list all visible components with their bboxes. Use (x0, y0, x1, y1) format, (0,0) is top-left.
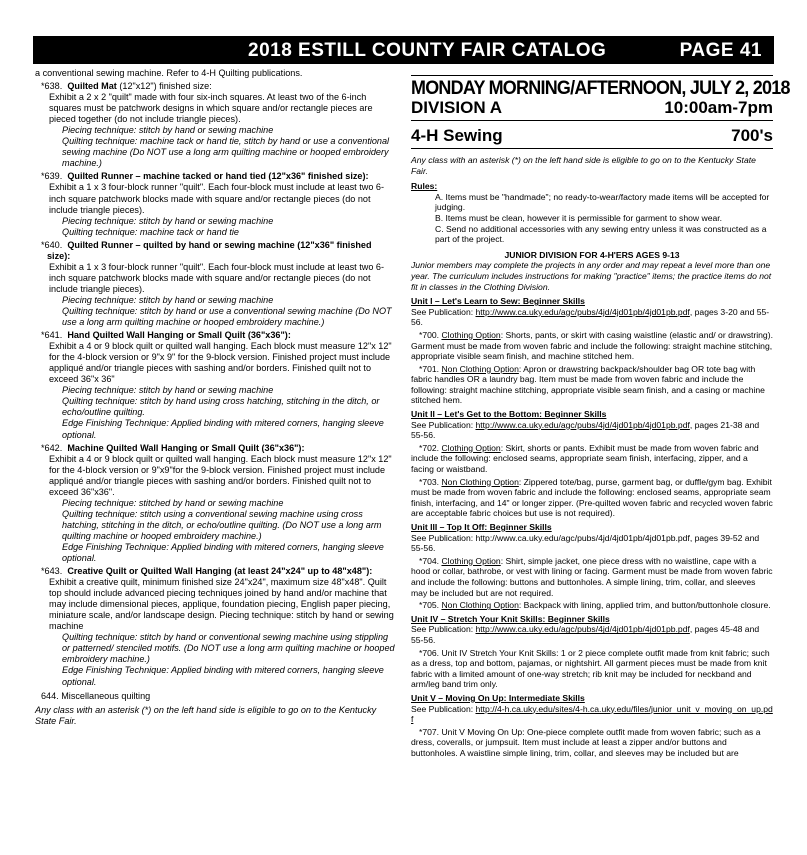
class-name: Quilted Runner – quilted by hand or sewing machine (67, 239, 295, 250)
class-body: Exhibit a creative quilt, minimum finished size 24"x24", maximum size 48"x48". Quilt top should include advanced piecing techniques joined by hand and/or machine that may include dimensional pieces, applique, foundation piecing, English paper piecing, miniature scale, and/or landscape design. Piecing technique: stitch by hand or sewing machine (49, 577, 394, 632)
page-header (33, 36, 774, 64)
quilting-technique: Quilting technique: stitch by hand using cross hatching, stitching in the ditch, or echo/outline quilting. (62, 396, 380, 418)
class-name: Machine Quilted Wall Hanging or Small Quilt (36"x36"): (67, 442, 305, 453)
rule-item: B. Items must be clean, however it is permissible for garment to show wear. (435, 212, 723, 223)
divider (411, 75, 773, 76)
class-644: 644. Miscellaneous quilting (41, 690, 151, 701)
class-body: Exhibit a 2 x 2 "quilt" made with four six-inch squares. At least two of the 6-inch squares must be patchwork designs in which square and/or rectangle pieces are pieced together (do not include triangle pieces). (49, 92, 373, 125)
section-row (411, 125, 773, 149)
section-label: 4-H Sewing (411, 126, 503, 145)
piecing-technique: Piecing technique: stitched by hand or sewing machine (62, 497, 284, 508)
class-643: *643. Creative Quilt or Quilted Wall Hanging (at least 24"x24" up to 48"x48"): Exhibit a creative quilt, minimum finished size 24"x24", maximum size 48"x48". Quilt top should include advanced piecing techniques joined by hand and/or machine that may include dimensional pieces, applique, foundation piecing, English paper piecing, miniature scale, and/or landscape design. Piecing technique: stitch by hand or sewing machine Quilting technique: stitch by hand or conventional sewing machine using stippling or patterned/ stenciled motifs. (Do NOT use a long arm quilting machine or hooped embroidery machine.) Edge Finishing Technique: Applied binding with mitered corners, hanging sleeve optional. (35, 566, 397, 688)
catalog-title: 2018 ESTILL COUNTY FAIR CATALOG (248, 40, 607, 61)
class-name: Quilted Mat (67, 81, 117, 92)
unit-title: Unit IV – Stretch Your Knit Skills: Beginner Skills (411, 613, 610, 624)
unit-3 (411, 522, 773, 611)
rule-item: C. Send no additional accessories with any sewing entry unless it was constructed as a part of the project. (435, 223, 767, 245)
unit-1: Unit I – Let's Learn to Sew: Beginner Skills See Publication: http://www.ca.uky.edu/agc/pubs/4jd/4jd01pb/4jd01pb.pdf, pages 3-20 and 55-56. *700. Clothing Option: Shorts, pants, or skirt with casing waistline (elastic and/ or drawstring). Garment must be made from woven fabric and include the following: straight machine stitching, appropriate visible seam finish, and machine stitched hem. *701. Non Clothing Option: Apron or drawstring backpack/shoulder bag OR tote bag with fabric handles OR a laundry bag. Item must be made from woven fabric and include the following: straight machine stitching, appropriate visible seam finish, and a casing or machine stitched hem. (411, 296, 773, 406)
unit-2: Unit II – Let's Get to the Bottom: Beginner Skills See Publication: http://www.ca.uky.edu/agc/pubs/4jd/4jd01pb/4jd01pb.pdf, pages 21-38 and 55-56. *702. Clothing Option: Skirt, shorts or pants. Exhibit must be made from woven fabric and include the following: enclosed seams, appropriate seam finish, interfacing, zipper, and a facing or waistband. *703. Non Clothing Option: Zippered tote/bag, purse, garment bag, or duffle/gym bag. Exhibit must be made from woven fabric and include the following: enclosed seams, appropriate seam finish, interfacing, and 14" or longer zipper. (Pre-quilted woven fabric and recycled woven fabric are acceptable fabric choices but use is not required). (411, 409, 773, 519)
publication-link[interactable]: http://4-h.ca.uky.edu/sites/4-h.ca.uky.edu/files/junior_unit_v_moving_on_up.pdf (411, 703, 773, 725)
class-707: *707. Unit V Moving On Up: One-piece complete outfit made from woven fabric; such as a dress, coveralls, or jumpsuit. Item must include at least a zipper and/or buttons and buttonholes. A waistline simple lining, trim, collar, and sleeves may be included but are (411, 726, 761, 758)
class-body: Exhibit a 1 x 3 four-block runner "quilt". Each four-block must include at least two 6-inch square patchwork blocks made with square and/or rectangle pieces (do not include triangle pieces). (49, 261, 384, 294)
class-name: Hand Quilted Wall Hanging or Small Quilt (36"x36"): (67, 330, 291, 341)
class-705: *705. Non Clothing Option: Backpack with lining, applied trim, and button/buttonhole closure. (419, 600, 771, 611)
edge-technique: Edge Finishing Technique: Applied binding with mitered corners, hanging sleeve optional. (62, 418, 384, 440)
unit-title: Unit III – Top It Off: Beginner Skills (411, 522, 552, 532)
piecing-technique: Piecing technique: stitch by hand or sewing machine (62, 125, 274, 136)
class-body: Exhibit a 4 or 9 block quilt or quilted wall hanging. Each block must measure 12"x 12" for the 4-block version or 9"x9"for the 9-block version. Finished project must include appliqué and/or triangle pieces with sashing and/or borders. Finished quilt not to exceed 36"x36". (49, 453, 392, 497)
class-706: *706. Unit IV Stretch Your Knit Skills: 1 or 2 piece complete outfit made from knit fabric; such as a dress, top and bottom, pajamas, or nightshirt. All garment pieces must be made from knit fabric with a limited amount of one-way stretch; rib knit may be included for neckband and arm/leg band trim only. (411, 647, 770, 690)
asterisk-footnote: Any class with an asterisk (*) on the left hand side is eligible to go on to the Kentucky State Fair. (35, 704, 377, 726)
class-703: *703. Non Clothing Option: Zippered tote/bag, purse, garment bag, or duffle/gym bag. Exhibit must be made from woven fabric and include the following: enclosed seams, appropriate seam finish, interfacing, and 14" or longer zipper. (Pre-quilted woven fabric and recycled woven fabric are acceptable fabric choices but use is not required). (411, 476, 773, 519)
rules-list (411, 192, 773, 245)
class-body: Exhibit a 1 x 3 four-block runner "quilt". Each four-block must include at least two 6-inch square patchwork blocks made with square and/or rectangle pieces (do not include triangle pieces). (49, 182, 384, 215)
class-701: *701. Non Clothing Option: Apron or drawstring backpack/shoulder bag OR tote bag with fabric handles OR a laundry bag. Item must be made from woven fabric and include the following: straight machine stitching, appropriate visible seam finish, and a casing or machine stitched hem. (411, 363, 765, 406)
schedule-day: MONDAY MORNING/AFTERNOON, JULY 2, 2018 (411, 77, 790, 99)
intro-text: a conventional sewing machine. Refer to 4-H Quilting publications. (35, 68, 303, 78)
asterisk-note: Any class with an asterisk (*) on the left hand side is eligible to go on to the Kentucky State Fair. (411, 155, 756, 176)
class-641: *641. Hand Quilted Wall Hanging or Small Quilt (36"x36"): Exhibit a 4 or 9 block quilt or quilted wall hanging. Each block must measure 12"x 12" for the 4-block version or 9"x 9" for the 9-block version. Finished project must include appliqué and/or triangle pieces with sashing and/or borders. Finished quilt not to exceed 36"x 36" Piecing technique: stitch by hand or sewing machine Quilting technique: stitch by hand using cross hatching, stitching in the ditch, or echo/outline quilting. Edge Finishing Technique: Applied binding with mitered corners, hanging sleeve optional. (35, 330, 397, 440)
page-number: PAGE 41 (679, 40, 762, 61)
piecing-technique: Piecing technique: stitch by hand or sewing machine (62, 294, 274, 305)
piecing-technique: Piecing technique: stitch by hand or sewing machine (62, 215, 274, 226)
publication-link[interactable]: http://www.ca.uky.edu/agc/pubs/4jd/4jd01pb/4jd01pb.pdf (475, 624, 690, 635)
rule-item: A. Items must be "handmade"; no ready-to-wear/factory made items will be accepted for judging. (435, 191, 770, 213)
class-name: Creative Quilt or Quilted Wall Hanging (67, 566, 232, 577)
quilting-technique: Quilting technique: machine tack or hand tie (62, 226, 239, 237)
division-row (411, 98, 773, 121)
unit-5: Unit V – Moving On Up: Intermediate Skills See Publication: http://4-h.ca.uky.edu/sites/4-h.ca.uky.edu/files/junior_unit_v_moving_on_up.pdf *707. Unit V Moving On Up: One-piece complete outfit made from woven fabric; such as a dress, coveralls, or jumpsuit. Item must include at least a zipper and/or buttons and buttonholes. A waistline simple lining, trim, collar, and sleeves may be included but are (411, 692, 773, 758)
publication-link[interactable]: http://www.ca.uky.edu/agc/pubs/4jd/4jd01pb/4jd01pb.pdf (475, 419, 690, 430)
junior-division-title: JUNIOR DIVISION FOR 4-H'ERS AGES 9-13 (504, 249, 680, 260)
unit-title: Unit II – Let's Get to the Bottom: Beginner Skills (411, 409, 607, 420)
quilting-technique: Quilting technique: stitch using a conventional sewing machine using cross hatching, stitching in the ditch, or echo/outline quilting. (Do NOT use a long arm quilting machine or hooped embroidery machine.) (62, 508, 382, 541)
class-642: *642. Machine Quilted Wall Hanging or Small Quilt (36"x36"): Exhibit a 4 or 9 block quilt or quilted wall hanging. Each block must measure 12"x 12" for the 4-block version or 9"x9"for the 9-block version. Finished project must include appliqué and/or triangle pieces with sashing and/or borders. Finished quilt not to exceed 36"x36". Piecing technique: stitched by hand or sewing machine Quilting technique: stitch using a conventional sewing machine using cross hatching, stitching in the ditch, or echo/outline quilting. (Do NOT use a long arm quilting machine or hooped embroidery machine.) Edge Finishing Technique: Applied binding with mitered corners, hanging sleeve optional. (35, 443, 397, 565)
class-638: *638. Quilted Mat (12"x12") finished size: Exhibit a 2 x 2 "quilt" made with four six-inch squares. At least two of the 6-inch squares must be patchwork designs in which square and/or rectangle pieces are pieced together (do not include triangle pieces). Piecing technique: stitch by hand or sewing machine Quilting technique: machine tack or hand tie, stitch by hand or use a conventional sewing machine (Do NOT use a long arm quilting machine or hooped embroidery machine.) (35, 81, 397, 169)
junior-note: Junior members may complete the projects in any order and may repeat a level more than one year. The curriculum includes instructions for making "practice" items; the practice items do not fit in classes in the Clothing Division. (411, 260, 772, 292)
right-column (411, 68, 790, 758)
publication-ref: See Publication: http://www.ca.uky.edu/agc/pubs/4jd/4jd01pb/4jd01pb.pdf, pages 39-52 and 55-56. (411, 532, 760, 554)
quilting-technique: Quilting technique: stitch by hand or conventional sewing machine using stippling or patterned/ stenciled motifs. (Do NOT use a long arm quilting machine or hooped embroidery machine.) (62, 632, 395, 665)
rules-title: Rules: (411, 181, 438, 192)
class-702: *702. Clothing Option: Skirt, shorts or pants. Exhibit must be made from woven fabric and include the following: enclosed seams, appropriate seam finish, interfacing, zipper, and a facing or waistband. (411, 442, 759, 475)
class-704: *704. Clothing Option: Shirt, simple jacket, one piece dress with no waistline, cape with a hood or collar, bathrobe, or vest with lining or facing. Garment must be made from woven fabric and include the following: buttons and buttonholes. A simple lining, trim, collar, and sleeves may be included but are not required. (411, 555, 773, 598)
class-body: Exhibit a 4 or 9 block quilt or quilted wall hanging. Each block must measure 12"x 12" for the 4-block version or 9"x 9" for the 9-block version. Finished project must include appliqué and/or triangle pieces with sashing and/or borders. Finished quilt not to exceed 36"x 36" (49, 341, 392, 385)
division-label: DIVISION A (411, 98, 502, 117)
class-700: *700. Clothing Option: Shorts, pants, or skirt with casing waistline (elastic and/ or drawstring). Garment must be made from woven fabric and include the following: straight machine stitching, appropriate visible seam finish, and machine stitched hem. (411, 329, 773, 362)
section-number: 700's (731, 126, 773, 145)
class-640: *640. Quilted Runner – quilted by hand or sewing machine (12"x36" finished size): Exhibit a 1 x 3 four-block runner "quilt". Each four-block must include at least two 6-inch square patchwork blocks made with square and/or rectangle pieces (do not include triangle pieces). Piecing technique: stitch by hand or sewing machine Quilting technique: stitch by hand or use a conventional sewing machine (Do NOT use a long arm quilting machine or hooped embroidery machine.) (35, 240, 397, 328)
unit-title: Unit I – Let's Learn to Sew: Beginner Skills (411, 296, 585, 307)
division-time: 10:00am-7pm (664, 98, 773, 117)
unit-title: Unit V – Moving On Up: Intermediate Skills (411, 692, 585, 703)
class-name: Quilted Runner – machine tacked or hand tied (67, 171, 266, 182)
quilting-technique: Quilting technique: stitch by hand or use a conventional sewing machine (Do NOT use a long arm quilting machine or hooped embroidery machine.) (62, 305, 392, 328)
left-column (35, 68, 397, 727)
class-639: *639. Quilted Runner – machine tacked or hand tied (12"x36" finished size): Exhibit a 1 x 3 four-block runner "quilt". Each four-block must include at least two 6-inch square patchwork blocks made with square and/or rectangle pieces (do not include triangle pieces). Piecing technique: stitch by hand or sewing machine Quilting technique: machine tack or hand tie (35, 171, 397, 237)
publication-link[interactable]: http://www.ca.uky.edu/agc/pubs/4jd/4jd01pb/4jd01pb.pdf (475, 306, 690, 317)
edge-technique: Edge Finishing Technique: Applied binding with mitered corners, hanging sleeve optional. (62, 541, 384, 564)
piecing-technique: Piecing technique: stitch by hand or sewing machine (62, 385, 274, 396)
unit-4: Unit IV – Stretch Your Knit Skills: Beginner Skills See Publication: http://www.ca.uky.edu/agc/pubs/4jd/4jd01pb/4jd01pb.pdf, pages 45-48 and 55-56. *706. Unit IV Stretch Your Knit Skills: 1 or 2 piece complete outfit made from knit fabric; such as a dress, top and bottom, pajamas, or nightshirt. All garment pieces must be made from knit fabric with a limited amount of one-way stretch; rib knit may be included for neckband and arm/leg band trim only. (411, 614, 773, 690)
edge-technique: Edge Finishing Technique: Applied binding with mitered corners, hanging sleeve optional. (62, 665, 384, 687)
quilting-technique: Quilting technique: machine tack or hand tie, stitch by hand or use a conventional sewing machine (Do NOT use a long arm quilting machine or hooped embroidery machine.) (62, 136, 390, 169)
